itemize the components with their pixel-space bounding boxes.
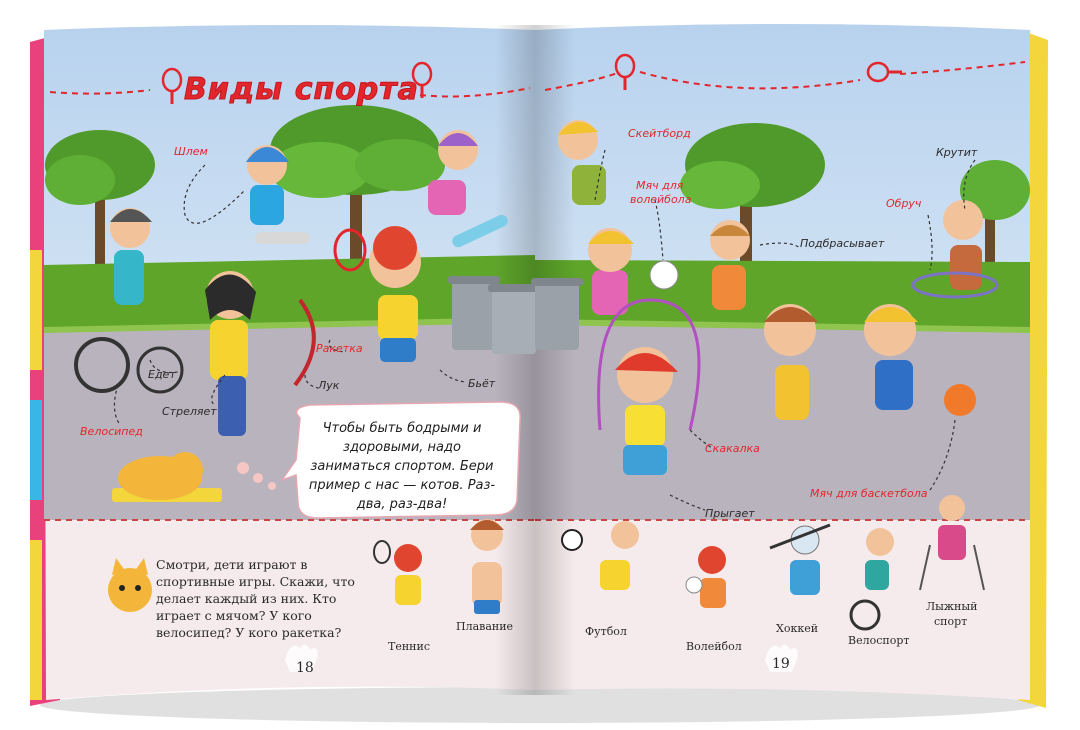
label-skateboard: Скейтборд [628,127,691,140]
label-jump-rope: Скакалка [705,442,760,455]
label-helmet: Шлем [174,145,208,158]
page-number-right: 19 [772,656,790,672]
title-banner [158,64,438,116]
label-volleyball-ball-line2: волейбола [630,193,692,206]
label-basketball-ball: Мяч для баскетбола [810,487,928,500]
speech-bubble-area [290,405,514,515]
sport-label-hockey: Хоккей [776,622,819,635]
sport-label-ski-line1: Лыжный [926,600,978,613]
label-rides: Едет [148,368,176,381]
label-bow: Лук [318,379,340,392]
label-volleyball-ball-line1: Мяч для [636,179,684,192]
label-spins: Крутит [936,146,978,159]
trash-cans [448,276,583,354]
label-racket: Ракетка [316,342,363,355]
label-jumps: Прыгает [705,507,755,520]
sport-label-football: Футбол [585,625,627,638]
swimming-icon [470,519,504,614]
label-shoots: Стреляет [162,405,217,418]
label-bicycle: Велосипед [80,425,143,438]
sport-label-tennis: Теннис [388,640,431,653]
label-tosses: Подбрасывает [800,237,885,250]
sport-label-volleyball: Волейбол [686,640,742,653]
page-title: Виды спорта [184,72,419,107]
page-number-left: 18 [296,660,314,676]
instruction-text: Смотри, дети играют в спортивные игры. Скажи, что делает каждый из них. Кто играет с мячом? У кого велосипед? У кого ракетка? [156,557,355,640]
bubble-text: Чтобы быть бодрыми и здоровыми, надо заниматься спортом. Бери пример с нас — котов. Раз-два, раз-два! [308,421,496,512]
label-hoop: Обруч [886,197,922,210]
label-hits: Бьёт [468,377,496,390]
sport-label-swimming: Плавание [456,620,514,633]
sport-label-ski-line2: спорт [934,615,968,628]
sport-label-cycling: Велоспорт [848,634,910,647]
right-page [535,24,1030,700]
